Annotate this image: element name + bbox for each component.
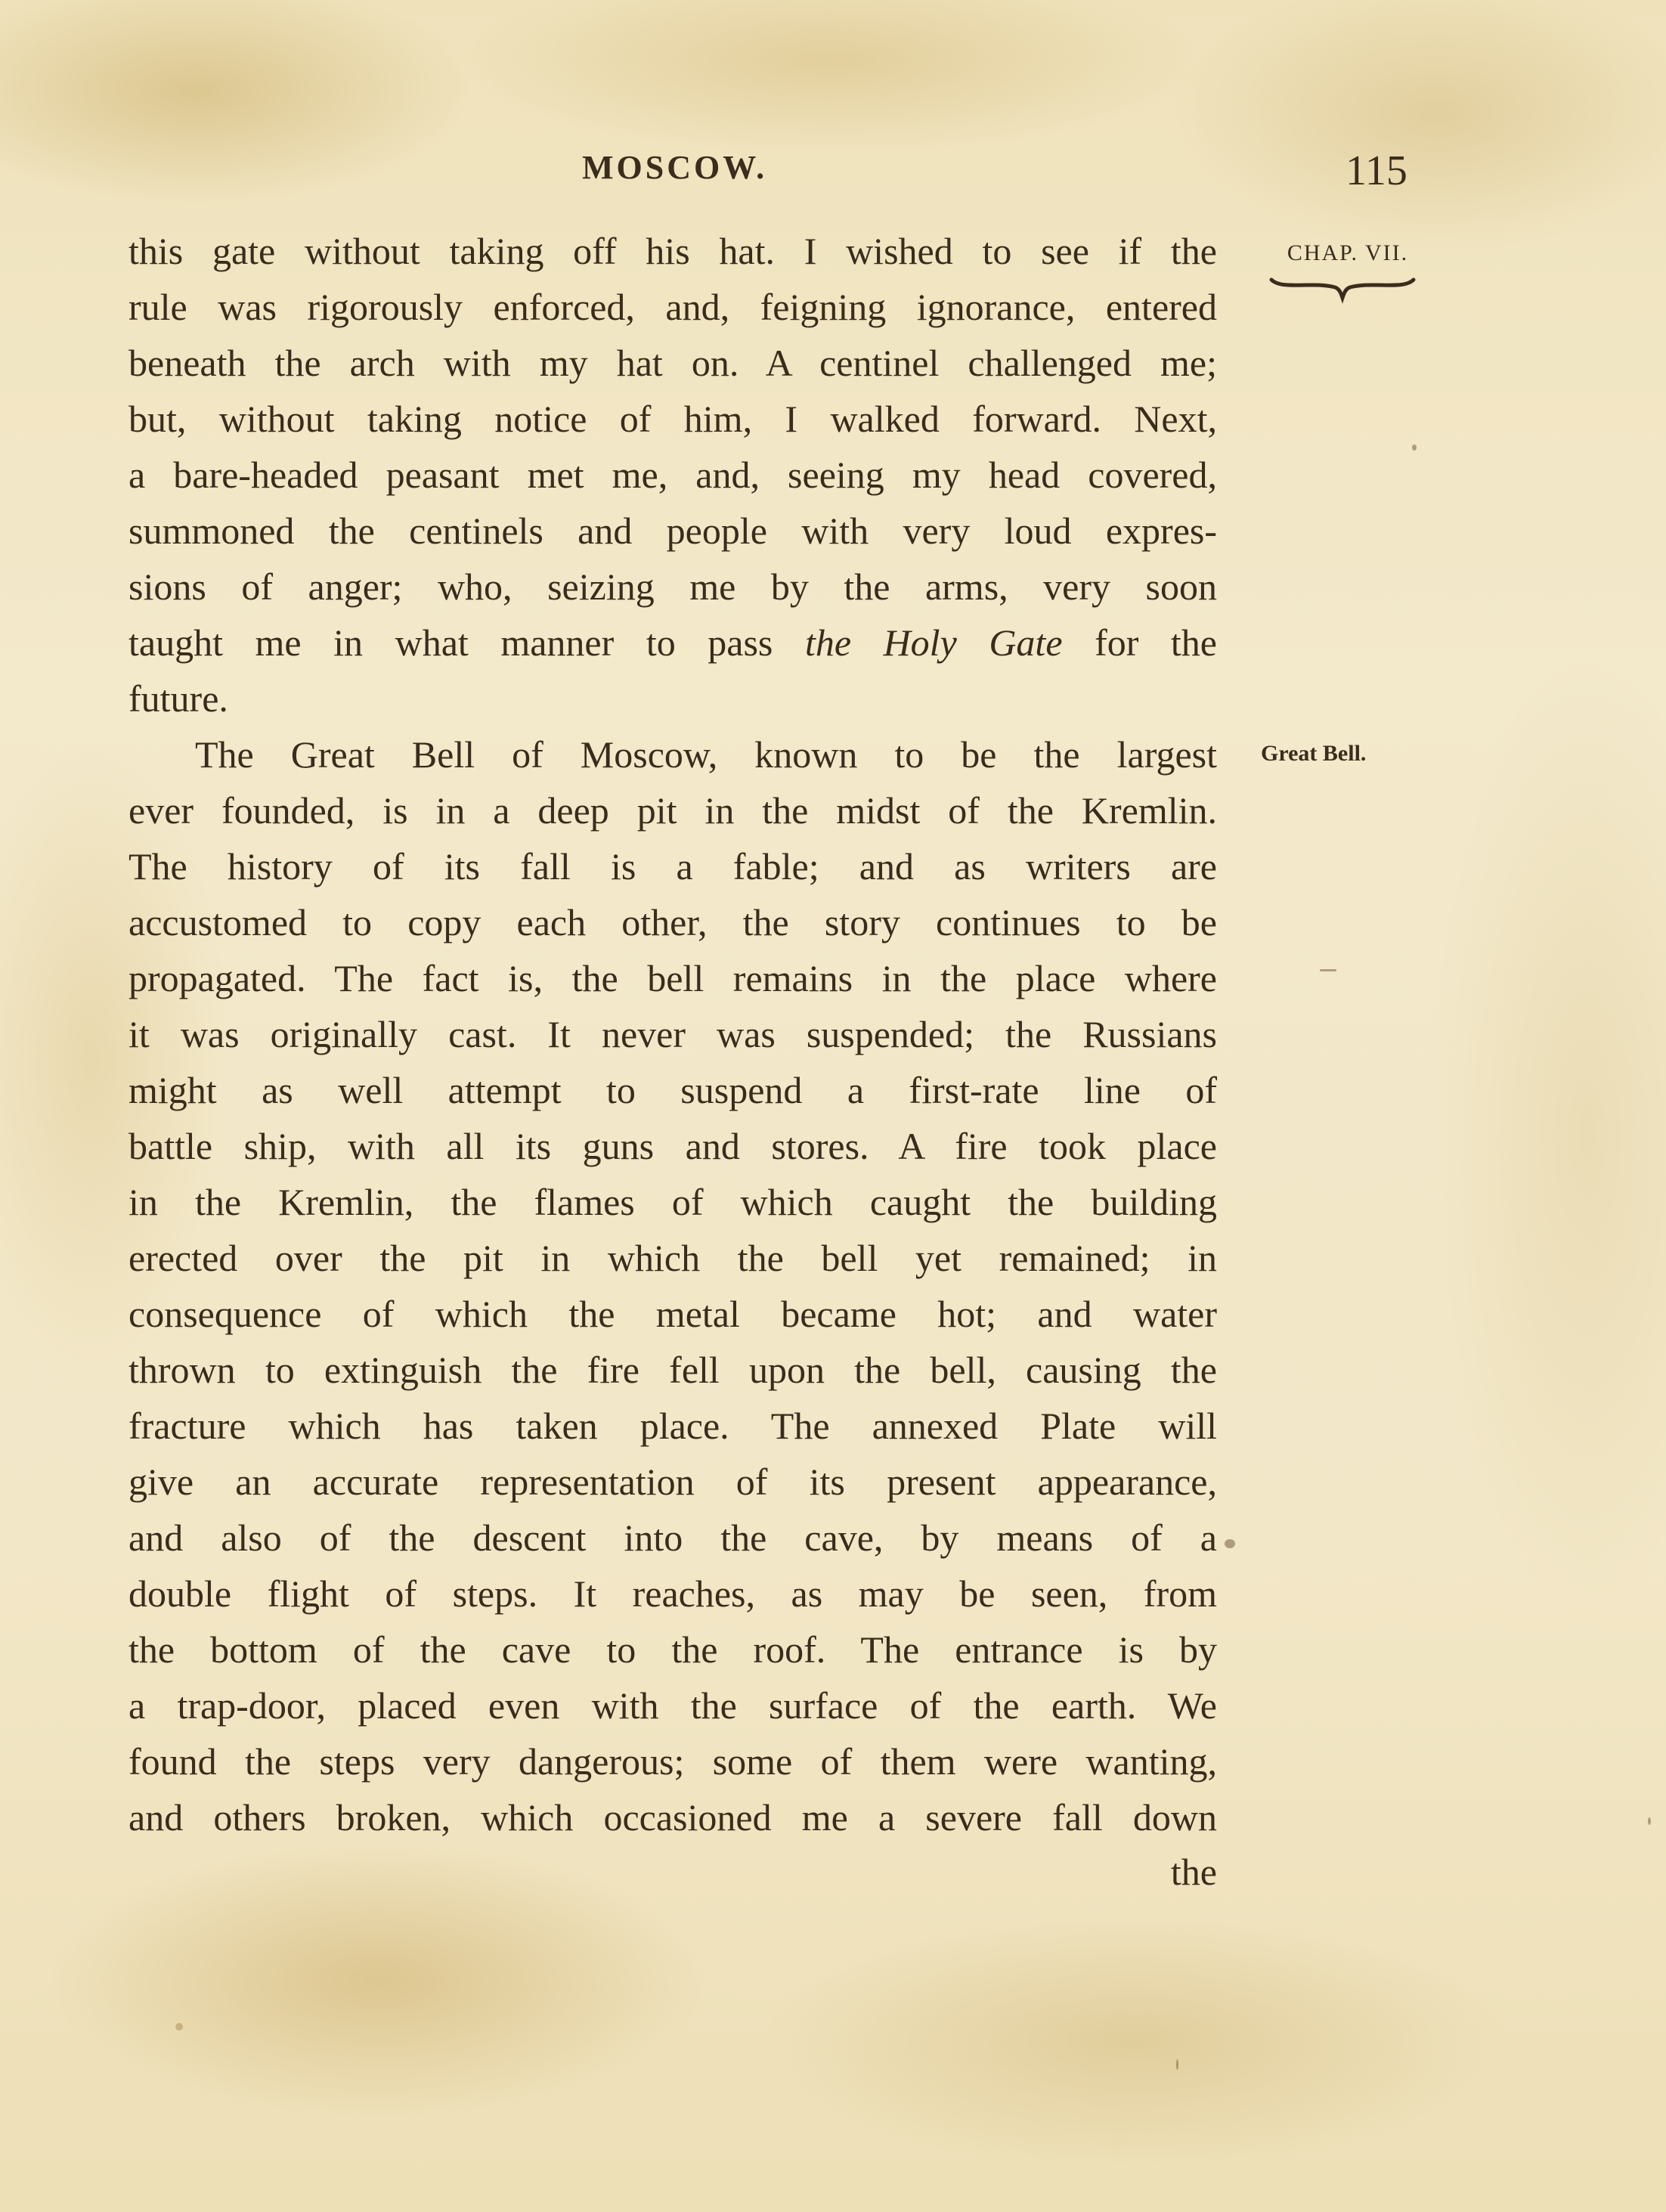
text-line: but, without taking notice of him, I walked forward. Next, <box>129 398 1217 440</box>
text-line: The history of its fall is a fable; and as writers are <box>129 845 1217 888</box>
text-line: thrown to extinguish the fire fell upon the bell, causing the <box>129 1349 1217 1391</box>
paragraph-first-line: The Great Bell of Moscow, known to be the largest <box>195 733 1217 776</box>
text-line: might as well attempt to suspend a first-rate line of <box>129 1069 1217 1111</box>
text-line: rule was rigorously enforced, and, feigning ignorance, entered <box>129 286 1217 328</box>
text-line: propagated. The fact is, the bell remains in the place where <box>129 957 1217 999</box>
text-line: battle ship, with all its guns and stores. A fire took place <box>129 1125 1217 1167</box>
paper-speck <box>1412 445 1417 451</box>
paper-speck <box>1648 1817 1651 1825</box>
text-line: erected over the pit in which the bell yet remained; in <box>129 1237 1217 1279</box>
text-line: give an accurate representation of its present appearance, <box>129 1461 1217 1503</box>
text-line: double flight of steps. It reaches, as may be seen, from <box>129 1572 1217 1615</box>
text-line: beneath the arch with my hat on. A centinel challenged me; <box>129 342 1217 384</box>
italic-holy-gate: the Holy Gate <box>804 621 1063 664</box>
running-title: MOSCOW. <box>582 149 768 186</box>
text-line: a trap-door, placed even with the surface of the earth. We <box>129 1684 1217 1727</box>
text-line: the bottom of the cave to the roof. The entrance is by <box>129 1628 1217 1671</box>
text-run: taught me in what manner to pass <box>129 621 805 664</box>
text-line: in the Kremlin, the flames of which caught the building <box>129 1181 1217 1223</box>
text-line: future. <box>129 677 228 720</box>
chapter-margin-label: CHAP. VII. <box>1287 240 1409 265</box>
text-line: a bare-headed peasant met me, and, seeing my head covered, <box>129 454 1217 496</box>
paper-speck <box>1320 969 1336 971</box>
text-line: ever founded, is in a deep pit in the midst of the Kremlin. <box>129 789 1217 832</box>
text-line: it was originally cast. It never was suspended; the Russians <box>129 1013 1217 1055</box>
text-line: and also of the descent into the cave, by means of a <box>129 1516 1217 1559</box>
page-number: 115 <box>1345 147 1407 194</box>
brace-ornament-icon <box>1267 274 1418 304</box>
text-line: found the steps very dangerous; some of them were wanting, <box>129 1740 1217 1783</box>
paper-speck <box>1225 1539 1235 1548</box>
text-line: sions of anger; who, seizing me by the arms, very soon <box>129 565 1217 608</box>
great-bell-side-note: Great Bell. <box>1261 741 1367 766</box>
text-line: fracture which has taken place. The annexed Plate will <box>129 1405 1217 1447</box>
text-line: summoned the centinels and people with very loud expres- <box>129 510 1217 552</box>
text-line: consequence of which the metal became hot; and water <box>129 1293 1217 1335</box>
text-line: accustomed to copy each other, the story continues to be <box>129 901 1217 943</box>
text-line: this gate without taking off his hat. I wished to see if the <box>129 230 1217 272</box>
text-line: and others broken, which occasioned me a severe fall down <box>129 1796 1217 1839</box>
text-run: for the <box>1062 621 1218 664</box>
paper-speck <box>175 2023 183 2031</box>
paper-speck <box>1176 2059 1178 2070</box>
catchword: the <box>1170 1851 1217 1893</box>
text-line <box>129 615 1217 670</box>
